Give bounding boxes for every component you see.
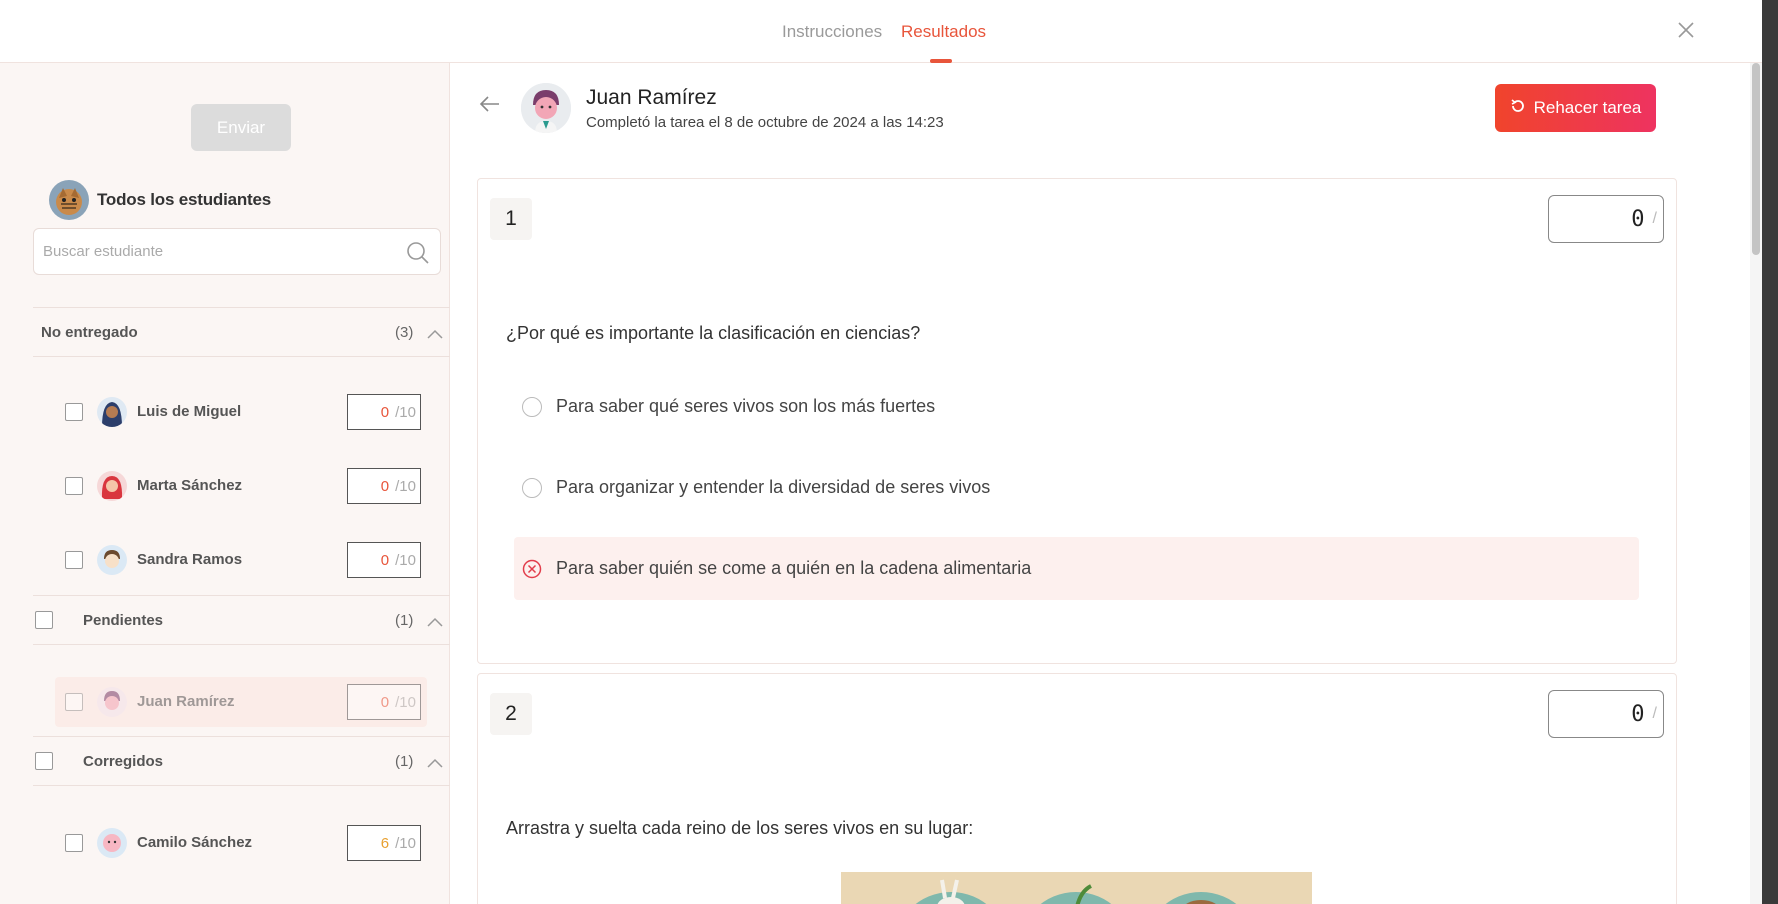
grade-value: 0: [380, 693, 390, 711]
answer-option[interactable]: [514, 456, 1639, 519]
avatar: [521, 83, 571, 133]
grade-value: 0: [380, 403, 390, 421]
option-label: Para saber qué seres vivos son los más fuertes: [556, 396, 936, 416]
group-checkbox[interactable]: [35, 611, 53, 629]
radio-button[interactable]: [522, 397, 542, 417]
student-checkbox[interactable]: [65, 834, 83, 852]
grade-input[interactable]: [347, 468, 421, 504]
search-icon[interactable]: [406, 241, 430, 270]
chevron-up-icon[interactable]: [427, 614, 443, 632]
window-edge: [1762, 0, 1778, 904]
completion-text: Completó la tarea el 8 de octubre de 2024 a las 14:23: [586, 114, 944, 131]
student-row[interactable]: [33, 818, 450, 868]
student-name: Juan Ramírez: [137, 693, 235, 710]
results-panel: [451, 63, 1750, 904]
avatar: [97, 545, 127, 575]
avatar: [97, 828, 127, 858]
students-sidebar: [0, 63, 450, 904]
question-card: [477, 673, 1677, 904]
all-students-label: Todos los estudiantes: [97, 190, 272, 209]
group-header-corregidos[interactable]: [33, 736, 450, 786]
score-separator: /: [1652, 210, 1657, 227]
option-label: Para saber quién se come a quién en la cadena alimentaria: [556, 558, 1032, 578]
student-row-selected[interactable]: [55, 677, 427, 727]
group-avatar: [49, 180, 89, 220]
send-button[interactable]: Enviar: [191, 104, 291, 151]
group-title: No entregado: [41, 324, 138, 341]
group-header-no-entregado[interactable]: [33, 307, 450, 357]
answer-option[interactable]: [514, 375, 1639, 438]
redo-task-button[interactable]: [1495, 84, 1656, 132]
chevron-up-icon[interactable]: [427, 326, 443, 344]
search-input[interactable]: [34, 229, 374, 274]
score-field: [1548, 690, 1664, 738]
group-count: (1): [395, 753, 414, 770]
question-text: Arrastra y suelta cada reino de los seres vivos en su lugar:: [506, 818, 974, 838]
grade-max: /10: [395, 477, 416, 495]
student-name-heading: Juan Ramírez: [586, 86, 717, 109]
answer-option-wrong[interactable]: [514, 537, 1639, 600]
avatar: [97, 397, 127, 427]
grade-max: /10: [395, 403, 416, 421]
student-checkbox[interactable]: [65, 551, 83, 569]
grade-max: /10: [395, 693, 416, 711]
group-checkbox[interactable]: [35, 752, 53, 770]
grade-value: 6: [380, 834, 390, 852]
question-card: [477, 178, 1677, 664]
tab-resultados[interactable]: Resultados: [901, 22, 987, 41]
all-students-selector[interactable]: [49, 180, 271, 220]
option-label: Para organizar y entender la diversidad de seres vivos: [556, 477, 991, 497]
score-field: [1548, 195, 1664, 243]
tab-instrucciones[interactable]: Instrucciones: [782, 22, 883, 41]
grade-value: 0: [380, 551, 390, 569]
student-row[interactable]: [33, 461, 450, 511]
group-title: Corregidos: [83, 753, 164, 770]
top-bar: [0, 0, 1762, 63]
student-name: Sandra Ramos: [137, 551, 243, 568]
question-number: 2: [490, 693, 532, 735]
group-count: (3): [395, 324, 414, 341]
student-checkbox[interactable]: [65, 403, 83, 421]
score-input[interactable]: [1575, 702, 1645, 727]
score-input[interactable]: [1575, 207, 1645, 232]
grade-input[interactable]: [347, 542, 421, 578]
grade-input[interactable]: [347, 825, 421, 861]
back-arrow-icon[interactable]: [479, 95, 501, 118]
search-box: [33, 228, 441, 275]
group-header-pendientes[interactable]: [33, 595, 450, 645]
student-row[interactable]: [33, 387, 450, 437]
student-checkbox[interactable]: [65, 693, 83, 711]
group-title: Pendientes: [83, 612, 164, 629]
question-number: 1: [490, 198, 532, 240]
refresh-icon: [1510, 98, 1526, 119]
avatar: [97, 471, 127, 501]
student-name: Marta Sánchez: [137, 477, 243, 494]
wrong-answer-icon: [522, 559, 542, 579]
scrollbar-thumb[interactable]: [1752, 63, 1760, 255]
student-checkbox[interactable]: [65, 477, 83, 495]
grade-max: /10: [395, 834, 416, 852]
grade-max: /10: [395, 551, 416, 569]
kingdoms-illustration: [841, 872, 1312, 904]
student-row[interactable]: [33, 535, 450, 585]
group-count: (1): [395, 612, 414, 629]
grade-value: 0: [380, 477, 390, 495]
score-separator: /: [1652, 705, 1657, 722]
grade-input[interactable]: [347, 684, 421, 720]
question-text: ¿Por qué es importante la clasificación en ciencias?: [506, 323, 921, 343]
radio-button[interactable]: [522, 478, 542, 498]
redo-task-label: Rehacer tarea: [1533, 98, 1642, 117]
student-name: Luis de Miguel: [137, 403, 242, 420]
student-name: Camilo Sánchez: [137, 834, 253, 851]
grade-input[interactable]: [347, 394, 421, 430]
chevron-up-icon[interactable]: [427, 755, 443, 773]
avatar: [97, 687, 127, 717]
close-icon[interactable]: [1676, 20, 1696, 40]
